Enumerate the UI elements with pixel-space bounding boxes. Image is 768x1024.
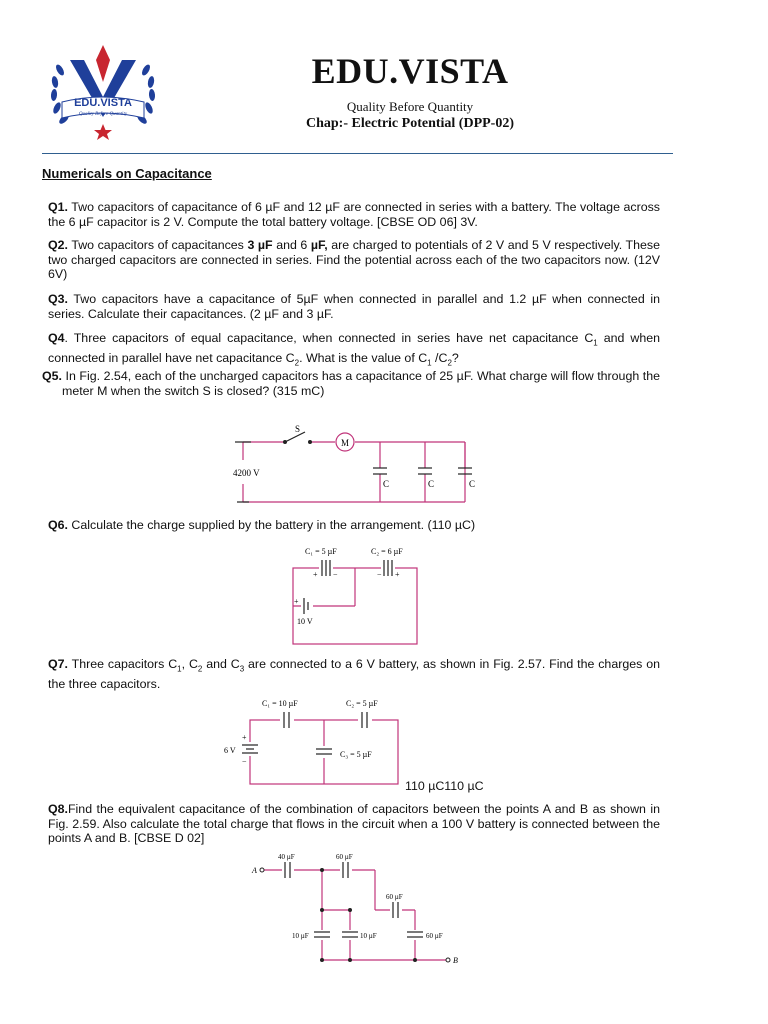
- switch-label: S: [295, 424, 301, 434]
- q6-plus-1: +: [313, 570, 318, 579]
- q6-c2-label: C₂ = 6 µF: [371, 547, 403, 556]
- q6-plus-3: +: [294, 597, 299, 606]
- logo-subtext: Quality Before Quantity: [78, 112, 128, 117]
- q7-c2-label: C₂ = 5 µF: [346, 699, 378, 708]
- cap-label-3: C: [469, 479, 476, 489]
- q7-c3-label: C₃ = 5 µF: [340, 750, 372, 759]
- q7-plus: +: [242, 733, 247, 742]
- question-5: Q5. In Fig. 2.54, each of the uncharged capacitors has a capacitance of 25 µF. What charge will flow through the meter M when the switch S is closed? (315 mC): [42, 369, 660, 398]
- question-1: Q1. Two capacitors of capacitance of 6 µF and 12 µF are connected in series with a battery. The voltage across the 6 µF capacitor is 2 V. Compute the total battery voltage. [CBSE OD 06] 3V.: [48, 200, 660, 229]
- meter-label: M: [341, 438, 350, 448]
- q7-c1-label: C₁ = 10 µF: [262, 699, 298, 708]
- q7-battery-label: 6 V: [224, 746, 236, 755]
- section-title: Numericals on Capacitance: [42, 166, 212, 181]
- q8-cap-60a: 60 µF: [336, 853, 353, 861]
- cap-label-2: C: [428, 479, 435, 489]
- figure-q7-circuit: [222, 694, 407, 790]
- edu-vista-logo: [48, 42, 158, 142]
- q7-answer: 110 µC110 µC: [405, 779, 484, 793]
- q6-minus-2: −: [377, 570, 382, 579]
- tagline: Quality Before Quantity: [346, 99, 474, 114]
- figure-q8-circuit: [250, 850, 465, 968]
- question-6: Q6. Calculate the charge supplied by the battery in the arrangement. (110 µC): [48, 518, 476, 532]
- q6-minus-1: −: [333, 570, 338, 579]
- cap-label-1: C: [383, 479, 390, 489]
- q8-cap-60b: 60 µF: [386, 893, 403, 901]
- q6-c1-label: C₁ = 5 µF: [305, 547, 337, 556]
- q8-cap-40: 40 µF: [278, 853, 295, 861]
- voltage-label: 4200 V: [233, 468, 260, 478]
- brand-title: EDU.VISTA: [311, 51, 509, 91]
- q6-battery-label: 10 V: [297, 617, 313, 626]
- q8-point-a: A: [252, 866, 257, 875]
- q8-cap-60c: 60 µF: [426, 932, 443, 940]
- q8-point-b: B: [453, 956, 458, 965]
- q6-plus-2: +: [395, 570, 400, 579]
- question-3: Q3. Two capacitors have a capacitance of 5µF when connected in parallel and 1.2 µF when connected in series. Calculate their capacitances. (2 µF and 3 µF.: [48, 292, 660, 321]
- logo-text: EDU.VISTA: [74, 97, 132, 109]
- question-7: Q7. Three capacitors $C_1$, $C_2$ and $C_3$ are connected to a 6 V battery, as shown in Fig. 2.57. Find the charges on the three capacitors.: [48, 657, 660, 692]
- chapter-title: Chap:- Electric Potential (DPP-02): [306, 116, 514, 131]
- figure-q5-circuit: [225, 420, 485, 510]
- q8-cap-10a: 10 µF: [292, 932, 309, 940]
- figure-q6-circuit: [285, 540, 425, 650]
- header-divider: [42, 153, 673, 154]
- q8-cap-10b: 10 µF: [360, 932, 377, 940]
- question-4: Q4. Three capacitors of equal capacitance, when connected in series have net capacitance $C_1$ and when connected in parallel have net capacitance $C_2$. What is the value of $C_1$ $/C_2$?: [48, 331, 660, 368]
- question-2: Q2. Two capacitors of capacitances 3 µF and 6 µF, are charged to potentials of 2 V and 5 V respectively. These two charged capacitors are connected in series. Find the potential across each of the two capacitors now. (12V 6V): [48, 238, 660, 282]
- q7-minus: −: [242, 757, 247, 766]
- question-8: Q8.Find the equivalent capacitance of the combination of capacitors between the points A and B as shown in Fig. 2.59. Also calculate the total charge that flows in the circuit when a 100 V battery is connected between the points A and B. [CBSE D 02]: [48, 802, 660, 846]
